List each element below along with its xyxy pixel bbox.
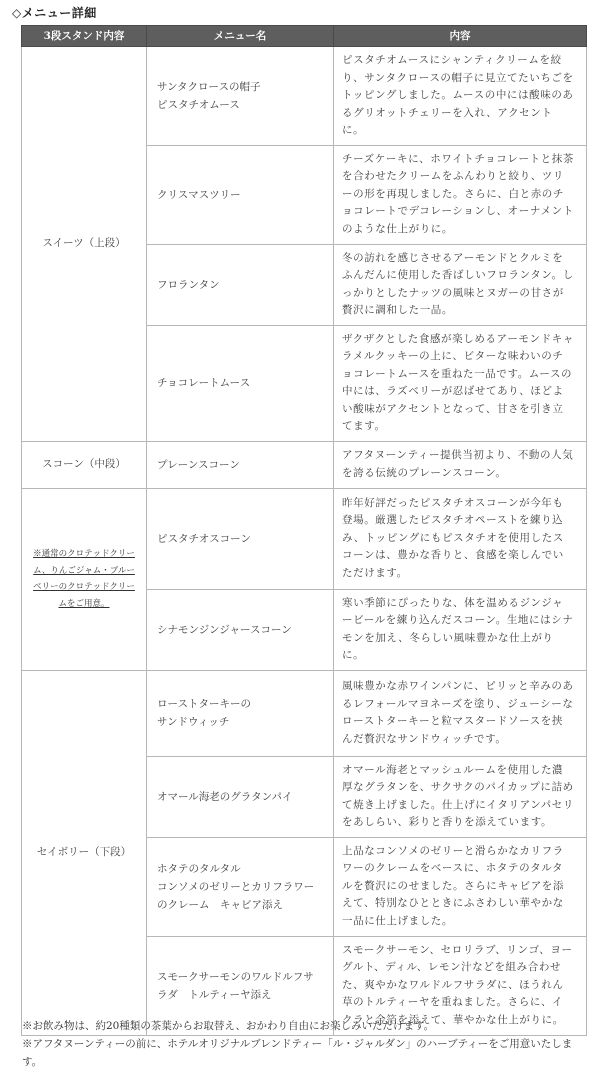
scone-note-cell [22,488,147,670]
menu-description: 昨年好評だったピスタチオスコーンが今年も登場。厳選したピスタチオペーストを練り込み、トッピングにもピスタチオを使用したスコーンは、豊かな香りと、食感を楽しんでいただけます。 [334,488,587,589]
menu-name: オマール海老のグラタンパイ [147,756,334,837]
category-scone: スコーン（中段） [22,441,147,488]
header-menu-name: メニュー名 [147,26,334,47]
menu-description: スモークサーモン、セロリラブ、リンゴ、ヨーグルト、ディル、レモン汁などを組み合わせた、爽やかなワルドルフサラダに、ほうれん草のトルティーヤを重ねました。さらに、イクラと金箔を添えて、華やかな仕上がりに。 [334,936,587,1035]
menu-description: 風味豊かな赤ワインパンに、ピリッと辛みのあるレフォールマヨネーズを塗り、ジューシーなローストターキーと粒マスタードソースを挟んだ贅沢なサンドウィッチです。 [334,670,587,756]
menu-name: サンタクロースの帽子 ピスタチオムース [147,47,334,146]
menu-description: チーズケーキに、ホワイトチョコレートと抹茶を合わせたクリームをふんわりと絞り、ツリーの形を再現しました。さらに、白と赤のチョコレートでデコレーションし、オーナメントのような仕上がりに。 [334,145,587,244]
menu-description: 上品なコンソメのゼリーと滑らかなカリフラワーのクレームをベースに、ホタテのタルタルを贅沢にのせました。さらにキャビアを添えて、特別なひとときにふさわしい華やかな一品に仕上げました。 [334,837,587,936]
menu-name: チョコレートムース [147,325,334,441]
table-row [22,441,587,488]
header-stand: 3段スタンド内容 [22,26,147,47]
table-header-row [22,26,587,47]
menu-description: アフタヌーンティー提供当初より、不動の人気を誇る伝統のプレーンスコーン。 [334,441,587,488]
menu-description: ザクザクとした食感が楽しめるアーモンドキャラメルクッキーの上に、ビターな味わいのチョコレートムースを重ねた一品です。ムースの中には、ラズベリーが忍ばせてあり、ほどよい酸味がアクセントとなって、甘さを引き立てます。 [334,325,587,441]
menu-name: クリスマスツリー [147,145,334,244]
menu-name: シナモンジンジャースコーン [147,589,334,670]
menu-description: 寒い季節にぴったりな、体を温めるジンジャービールを練り込んだスコーン。生地にはシナモンを加え、冬らしい風味豊かな仕上がりに。 [334,589,587,670]
category-savory: セイボリー（下段） [22,670,147,1035]
menu-description: オマール海老とマッシュルームを使用した濃厚なグラタンを、サクサクのパイカップに詰めて焼き上げました。仕上げにイタリアンパセリをあしらい、彩りと香りを添えています。 [334,756,587,837]
menu-name: ホタテのタルタル コンソメのゼリーとカリフラワーのクレーム キャビア添え [147,837,334,936]
menu-description: 冬の訪れを感じさせるアーモンドとクルミをふんだんに使用した香ばしいフロランタン。しっかりとしたナッツの風味とヌガーの甘さが贅沢に調和した一品。 [334,244,587,325]
footnote-herbal-tea: ※アフタヌーンティーの前に、ホテルオリジナルブレンドティー「ル・ジャルダン」のハーブティーをご用意いたします。 [22,1038,573,1068]
header-description: 内容 [334,26,587,47]
category-sweets: スイーツ（上段） [22,47,147,442]
menu-description: ピスタチオムースにシャンティクリームを絞り、サンタクロースの帽子に見立てたいちごをトッピングしました。ムースの中には酸味のあるグリオットチェリーを入れ、アクセントに。 [334,47,587,146]
menu-name: ピスタチオスコーン [147,488,334,589]
footnote-drinks: ※お飲み物は、約20種類の茶葉からお取替え、おかわり自由にお楽しみいただけます。 [22,1020,435,1032]
menu-table [21,25,587,1036]
clotted-cream-note: ※通常のクロテッドクリーム、りんごジャム・ブルーベリーのクロテッドクリームをご用意。 [33,549,135,609]
menu-name: スモークサーモンのワルドルフサラダ トルティーヤ添え [147,936,334,1035]
table-row [22,47,587,146]
footnotes [22,1017,587,1071]
table-row [22,488,587,589]
menu-name: フロランタン [147,244,334,325]
section-heading: ◇メニュー詳細 [12,6,97,20]
menu-name: プレーンスコーン [147,441,334,488]
menu-name: ローストターキーの サンドウィッチ [147,670,334,756]
table-row [22,670,587,756]
